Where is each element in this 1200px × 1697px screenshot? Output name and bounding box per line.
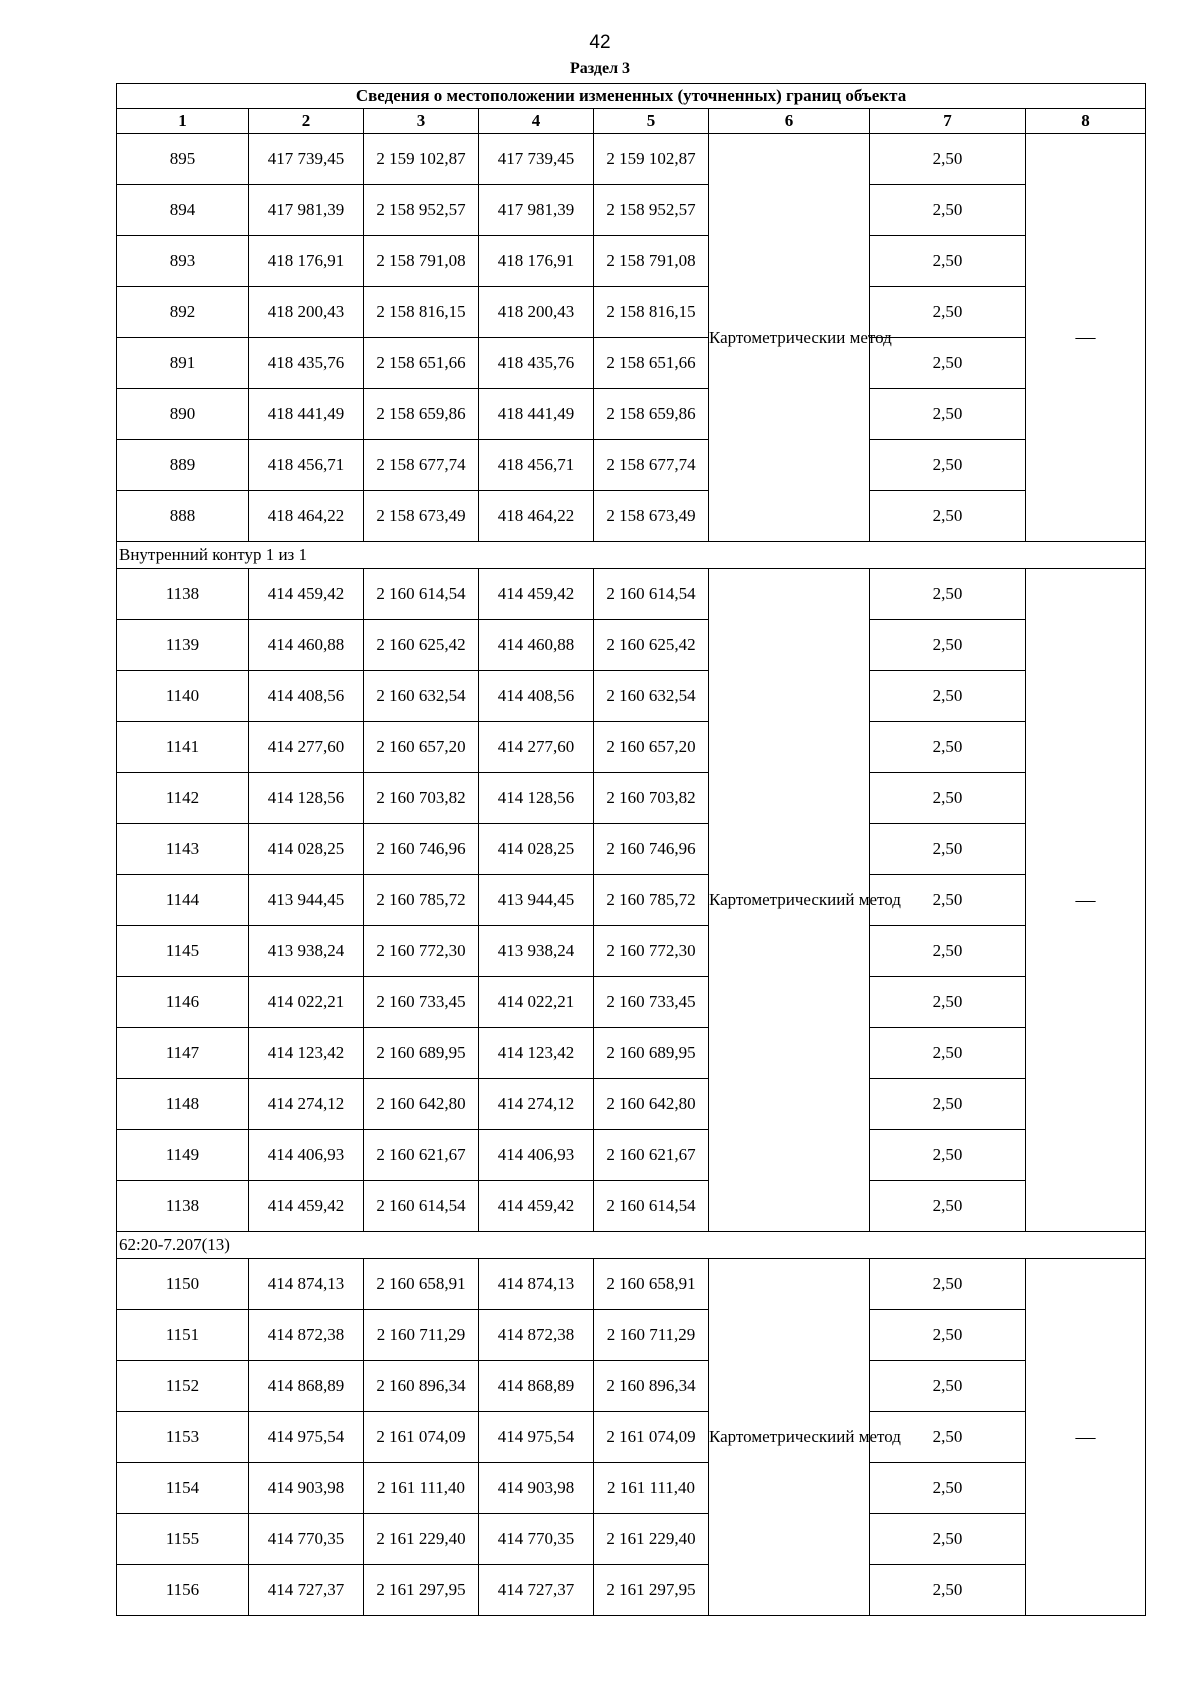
column-8-cell: — — [1026, 569, 1146, 1232]
y-existing-cell: 2 159 102,87 — [364, 134, 479, 185]
y-existing-cell: 2 160 896,34 — [364, 1361, 479, 1412]
table-row — [117, 134, 1146, 185]
y-existing-cell: 2 161 111,40 — [364, 1463, 479, 1514]
point-number-cell: 888 — [117, 491, 249, 542]
table-row — [117, 926, 1146, 977]
y-refined-cell: 2 160 785,72 — [594, 875, 709, 926]
y-existing-cell: 2 160 689,95 — [364, 1028, 479, 1079]
accuracy-cell: 2,50 — [870, 1181, 1026, 1232]
y-refined-cell: 2 160 772,30 — [594, 926, 709, 977]
x-refined-cell: 414 460,88 — [479, 620, 594, 671]
y-existing-cell: 2 158 791,08 — [364, 236, 479, 287]
table-row — [117, 440, 1146, 491]
x-existing-cell: 414 022,21 — [249, 977, 364, 1028]
accuracy-cell: 2,50 — [870, 1079, 1026, 1130]
accuracy-cell: 2,50 — [870, 338, 1026, 389]
accuracy-cell: 2,50 — [870, 440, 1026, 491]
y-refined-cell: 2 158 659,86 — [594, 389, 709, 440]
y-refined-cell: 2 161 297,95 — [594, 1565, 709, 1616]
x-refined-cell: 418 176,91 — [479, 236, 594, 287]
x-refined-cell: 414 128,56 — [479, 773, 594, 824]
accuracy-cell: 2,50 — [870, 671, 1026, 722]
point-number-cell: 1139 — [117, 620, 249, 671]
x-existing-cell: 414 770,35 — [249, 1514, 364, 1565]
point-number-cell: 889 — [117, 440, 249, 491]
x-refined-cell: 414 727,37 — [479, 1565, 594, 1616]
x-refined-cell: 418 464,22 — [479, 491, 594, 542]
accuracy-cell: 2,50 — [870, 287, 1026, 338]
page-number: 42 — [589, 32, 611, 53]
table-row — [117, 1130, 1146, 1181]
column-number: 2 — [249, 109, 364, 134]
x-refined-cell: 414 277,60 — [479, 722, 594, 773]
y-existing-cell: 2 160 746,96 — [364, 824, 479, 875]
y-refined-cell: 2 158 673,49 — [594, 491, 709, 542]
y-existing-cell: 2 161 229,40 — [364, 1514, 479, 1565]
x-refined-cell: 414 975,54 — [479, 1412, 594, 1463]
y-existing-cell: 2 160 703,82 — [364, 773, 479, 824]
accuracy-cell: 2,50 — [870, 185, 1026, 236]
y-refined-cell: 2 160 703,82 — [594, 773, 709, 824]
x-existing-cell: 414 028,25 — [249, 824, 364, 875]
y-refined-cell: 2 160 658,91 — [594, 1259, 709, 1310]
column-number: 1 — [117, 109, 249, 134]
y-existing-cell: 2 160 625,42 — [364, 620, 479, 671]
method-cell: Картометрическии метод — [709, 134, 870, 542]
point-number-cell: 1154 — [117, 1463, 249, 1514]
accuracy-cell: 2,50 — [870, 1130, 1026, 1181]
table-row — [117, 1463, 1146, 1514]
table-row — [117, 1412, 1146, 1463]
x-existing-cell: 418 176,91 — [249, 236, 364, 287]
accuracy-cell: 2,50 — [870, 824, 1026, 875]
y-refined-cell: 2 158 952,57 — [594, 185, 709, 236]
point-number-cell: 1151 — [117, 1310, 249, 1361]
table-row — [117, 389, 1146, 440]
table-row — [117, 671, 1146, 722]
table-row — [117, 1565, 1146, 1616]
y-existing-cell: 2 160 658,91 — [364, 1259, 479, 1310]
table-title: Сведения о местоположении измененных (уточненных) границ объекта — [117, 84, 1146, 109]
table-row — [117, 491, 1146, 542]
point-number-cell: 1149 — [117, 1130, 249, 1181]
x-refined-cell: 414 406,93 — [479, 1130, 594, 1181]
section-title: Раздел 3 — [569, 60, 631, 77]
x-refined-cell: 414 459,42 — [479, 1181, 594, 1232]
point-number-cell: 1153 — [117, 1412, 249, 1463]
x-refined-cell: 414 028,25 — [479, 824, 594, 875]
x-existing-cell: 413 938,24 — [249, 926, 364, 977]
point-number-cell: 1155 — [117, 1514, 249, 1565]
y-refined-cell: 2 160 614,54 — [594, 1181, 709, 1232]
x-refined-cell: 414 123,42 — [479, 1028, 594, 1079]
x-existing-cell: 414 123,42 — [249, 1028, 364, 1079]
y-existing-cell: 2 160 642,80 — [364, 1079, 479, 1130]
table-row — [117, 620, 1146, 671]
x-existing-cell: 414 408,56 — [249, 671, 364, 722]
y-refined-cell: 2 160 632,54 — [594, 671, 709, 722]
y-existing-cell: 2 160 785,72 — [364, 875, 479, 926]
y-existing-cell: 2 160 657,20 — [364, 722, 479, 773]
y-existing-cell: 2 160 614,54 — [364, 1181, 479, 1232]
x-refined-cell: 414 903,98 — [479, 1463, 594, 1514]
method-cell: Картометрическиий метод — [709, 1259, 870, 1616]
y-refined-cell: 2 160 746,96 — [594, 824, 709, 875]
accuracy-cell: 2,50 — [870, 1412, 1026, 1463]
accuracy-cell: 2,50 — [870, 1310, 1026, 1361]
y-refined-cell: 2 160 689,95 — [594, 1028, 709, 1079]
y-existing-cell: 2 158 952,57 — [364, 185, 479, 236]
y-existing-cell: 2 160 711,29 — [364, 1310, 479, 1361]
x-existing-cell: 414 459,42 — [249, 569, 364, 620]
y-refined-cell: 2 158 677,74 — [594, 440, 709, 491]
y-existing-cell: 2 160 733,45 — [364, 977, 479, 1028]
point-number-cell: 1156 — [117, 1565, 249, 1616]
y-refined-cell: 2 161 229,40 — [594, 1514, 709, 1565]
point-number-cell: 1146 — [117, 977, 249, 1028]
y-existing-cell: 2 161 074,09 — [364, 1412, 479, 1463]
accuracy-cell: 2,50 — [870, 389, 1026, 440]
point-number-cell: 1141 — [117, 722, 249, 773]
point-number-cell: 894 — [117, 185, 249, 236]
table-row — [117, 1514, 1146, 1565]
table-row — [117, 569, 1146, 620]
x-existing-cell: 414 727,37 — [249, 1565, 364, 1616]
accuracy-cell: 2,50 — [870, 491, 1026, 542]
point-number-cell: 1142 — [117, 773, 249, 824]
accuracy-cell: 2,50 — [870, 134, 1026, 185]
y-refined-cell: 2 160 733,45 — [594, 977, 709, 1028]
contour-label-row — [117, 1232, 1146, 1259]
table-row — [117, 1079, 1146, 1130]
column-number: 7 — [870, 109, 1026, 134]
x-refined-cell: 413 938,24 — [479, 926, 594, 977]
accuracy-cell: 2,50 — [870, 722, 1026, 773]
y-refined-cell: 2 160 625,42 — [594, 620, 709, 671]
x-refined-cell: 414 274,12 — [479, 1079, 594, 1130]
x-refined-cell: 414 872,38 — [479, 1310, 594, 1361]
point-number-cell: 890 — [117, 389, 249, 440]
y-existing-cell: 2 158 659,86 — [364, 389, 479, 440]
y-refined-cell: 2 160 657,20 — [594, 722, 709, 773]
x-refined-cell: 414 459,42 — [479, 569, 594, 620]
point-number-cell: 1144 — [117, 875, 249, 926]
table-row — [117, 185, 1146, 236]
accuracy-cell: 2,50 — [870, 1463, 1026, 1514]
point-number-cell: 1150 — [117, 1259, 249, 1310]
table-row — [117, 1310, 1146, 1361]
x-refined-cell: 418 200,43 — [479, 287, 594, 338]
table-row — [117, 1361, 1146, 1412]
column-number: 8 — [1026, 109, 1146, 134]
y-refined-cell: 2 160 621,67 — [594, 1130, 709, 1181]
x-existing-cell: 414 872,38 — [249, 1310, 364, 1361]
point-number-cell: 891 — [117, 338, 249, 389]
accuracy-cell: 2,50 — [870, 977, 1026, 1028]
x-existing-cell: 414 459,42 — [249, 1181, 364, 1232]
x-existing-cell: 418 435,76 — [249, 338, 364, 389]
column-8-cell: — — [1026, 1259, 1146, 1616]
table-row — [117, 977, 1146, 1028]
point-number-cell: 1138 — [117, 1181, 249, 1232]
y-refined-cell: 2 159 102,87 — [594, 134, 709, 185]
y-existing-cell: 2 160 632,54 — [364, 671, 479, 722]
accuracy-cell: 2,50 — [870, 1259, 1026, 1310]
table-row — [117, 236, 1146, 287]
x-existing-cell: 418 441,49 — [249, 389, 364, 440]
point-number-cell: 1147 — [117, 1028, 249, 1079]
accuracy-cell: 2,50 — [870, 1514, 1026, 1565]
point-number-cell: 1148 — [117, 1079, 249, 1130]
x-existing-cell: 418 456,71 — [249, 440, 364, 491]
y-refined-cell: 2 160 642,80 — [594, 1079, 709, 1130]
y-refined-cell: 2 161 074,09 — [594, 1412, 709, 1463]
point-number-cell: 1140 — [117, 671, 249, 722]
x-refined-cell: 414 868,89 — [479, 1361, 594, 1412]
x-existing-cell: 414 975,54 — [249, 1412, 364, 1463]
y-existing-cell: 2 158 677,74 — [364, 440, 479, 491]
table-row — [117, 1259, 1146, 1310]
column-number-row — [117, 109, 1146, 134]
y-existing-cell: 2 160 621,67 — [364, 1130, 479, 1181]
accuracy-cell: 2,50 — [870, 875, 1026, 926]
accuracy-cell: 2,50 — [870, 1028, 1026, 1079]
x-refined-cell: 418 441,49 — [479, 389, 594, 440]
x-refined-cell: 417 739,45 — [479, 134, 594, 185]
x-existing-cell: 414 874,13 — [249, 1259, 364, 1310]
x-existing-cell: 418 464,22 — [249, 491, 364, 542]
x-refined-cell: 414 770,35 — [479, 1514, 594, 1565]
point-number-cell: 893 — [117, 236, 249, 287]
table-row — [117, 1181, 1146, 1232]
accuracy-cell: 2,50 — [870, 569, 1026, 620]
contour-label: Внутренний контур 1 из 1 — [117, 542, 1146, 569]
point-number-cell: 892 — [117, 287, 249, 338]
x-existing-cell: 413 944,45 — [249, 875, 364, 926]
table-row — [117, 722, 1146, 773]
x-refined-cell: 413 944,45 — [479, 875, 594, 926]
accuracy-cell: 2,50 — [870, 1565, 1026, 1616]
column-number: 6 — [709, 109, 870, 134]
y-refined-cell: 2 158 651,66 — [594, 338, 709, 389]
table-row — [117, 287, 1146, 338]
point-number-cell: 1143 — [117, 824, 249, 875]
table-row — [117, 338, 1146, 389]
column-number: 4 — [479, 109, 594, 134]
x-existing-cell: 414 128,56 — [249, 773, 364, 824]
y-refined-cell: 2 161 111,40 — [594, 1463, 709, 1514]
y-refined-cell: 2 160 896,34 — [594, 1361, 709, 1412]
accuracy-cell: 2,50 — [870, 773, 1026, 824]
table-row — [117, 773, 1146, 824]
x-refined-cell: 414 408,56 — [479, 671, 594, 722]
x-refined-cell: 414 022,21 — [479, 977, 594, 1028]
y-refined-cell: 2 158 791,08 — [594, 236, 709, 287]
y-existing-cell: 2 160 614,54 — [364, 569, 479, 620]
point-number-cell: 1145 — [117, 926, 249, 977]
accuracy-cell: 2,50 — [870, 236, 1026, 287]
x-refined-cell: 414 874,13 — [479, 1259, 594, 1310]
x-existing-cell: 418 200,43 — [249, 287, 364, 338]
x-existing-cell: 414 903,98 — [249, 1463, 364, 1514]
x-existing-cell: 414 277,60 — [249, 722, 364, 773]
point-number-cell: 1152 — [117, 1361, 249, 1412]
x-existing-cell: 414 460,88 — [249, 620, 364, 671]
contour-label: 62:20-7.207(13) — [117, 1232, 1146, 1259]
accuracy-cell: 2,50 — [870, 620, 1026, 671]
y-existing-cell: 2 160 772,30 — [364, 926, 479, 977]
table-row — [117, 824, 1146, 875]
contour-label-row — [117, 542, 1146, 569]
y-existing-cell: 2 158 673,49 — [364, 491, 479, 542]
y-existing-cell: 2 158 651,66 — [364, 338, 479, 389]
x-refined-cell: 417 981,39 — [479, 185, 594, 236]
x-existing-cell: 417 981,39 — [249, 185, 364, 236]
table-row — [117, 875, 1146, 926]
y-existing-cell: 2 161 297,95 — [364, 1565, 479, 1616]
method-cell: Картометрическиий метод — [709, 569, 870, 1232]
table-body — [117, 134, 1146, 1616]
table-row — [117, 1028, 1146, 1079]
x-refined-cell: 418 456,71 — [479, 440, 594, 491]
x-existing-cell: 414 406,93 — [249, 1130, 364, 1181]
y-refined-cell: 2 158 816,15 — [594, 287, 709, 338]
column-number: 5 — [594, 109, 709, 134]
accuracy-cell: 2,50 — [870, 926, 1026, 977]
column-number: 3 — [364, 109, 479, 134]
point-number-cell: 1138 — [117, 569, 249, 620]
coordinates-table — [116, 83, 1146, 1616]
y-existing-cell: 2 158 816,15 — [364, 287, 479, 338]
y-refined-cell: 2 160 614,54 — [594, 569, 709, 620]
x-existing-cell: 414 274,12 — [249, 1079, 364, 1130]
x-existing-cell: 414 868,89 — [249, 1361, 364, 1412]
x-existing-cell: 417 739,45 — [249, 134, 364, 185]
point-number-cell: 895 — [117, 134, 249, 185]
accuracy-cell: 2,50 — [870, 1361, 1026, 1412]
x-refined-cell: 418 435,76 — [479, 338, 594, 389]
column-8-cell: — — [1026, 134, 1146, 542]
y-refined-cell: 2 160 711,29 — [594, 1310, 709, 1361]
